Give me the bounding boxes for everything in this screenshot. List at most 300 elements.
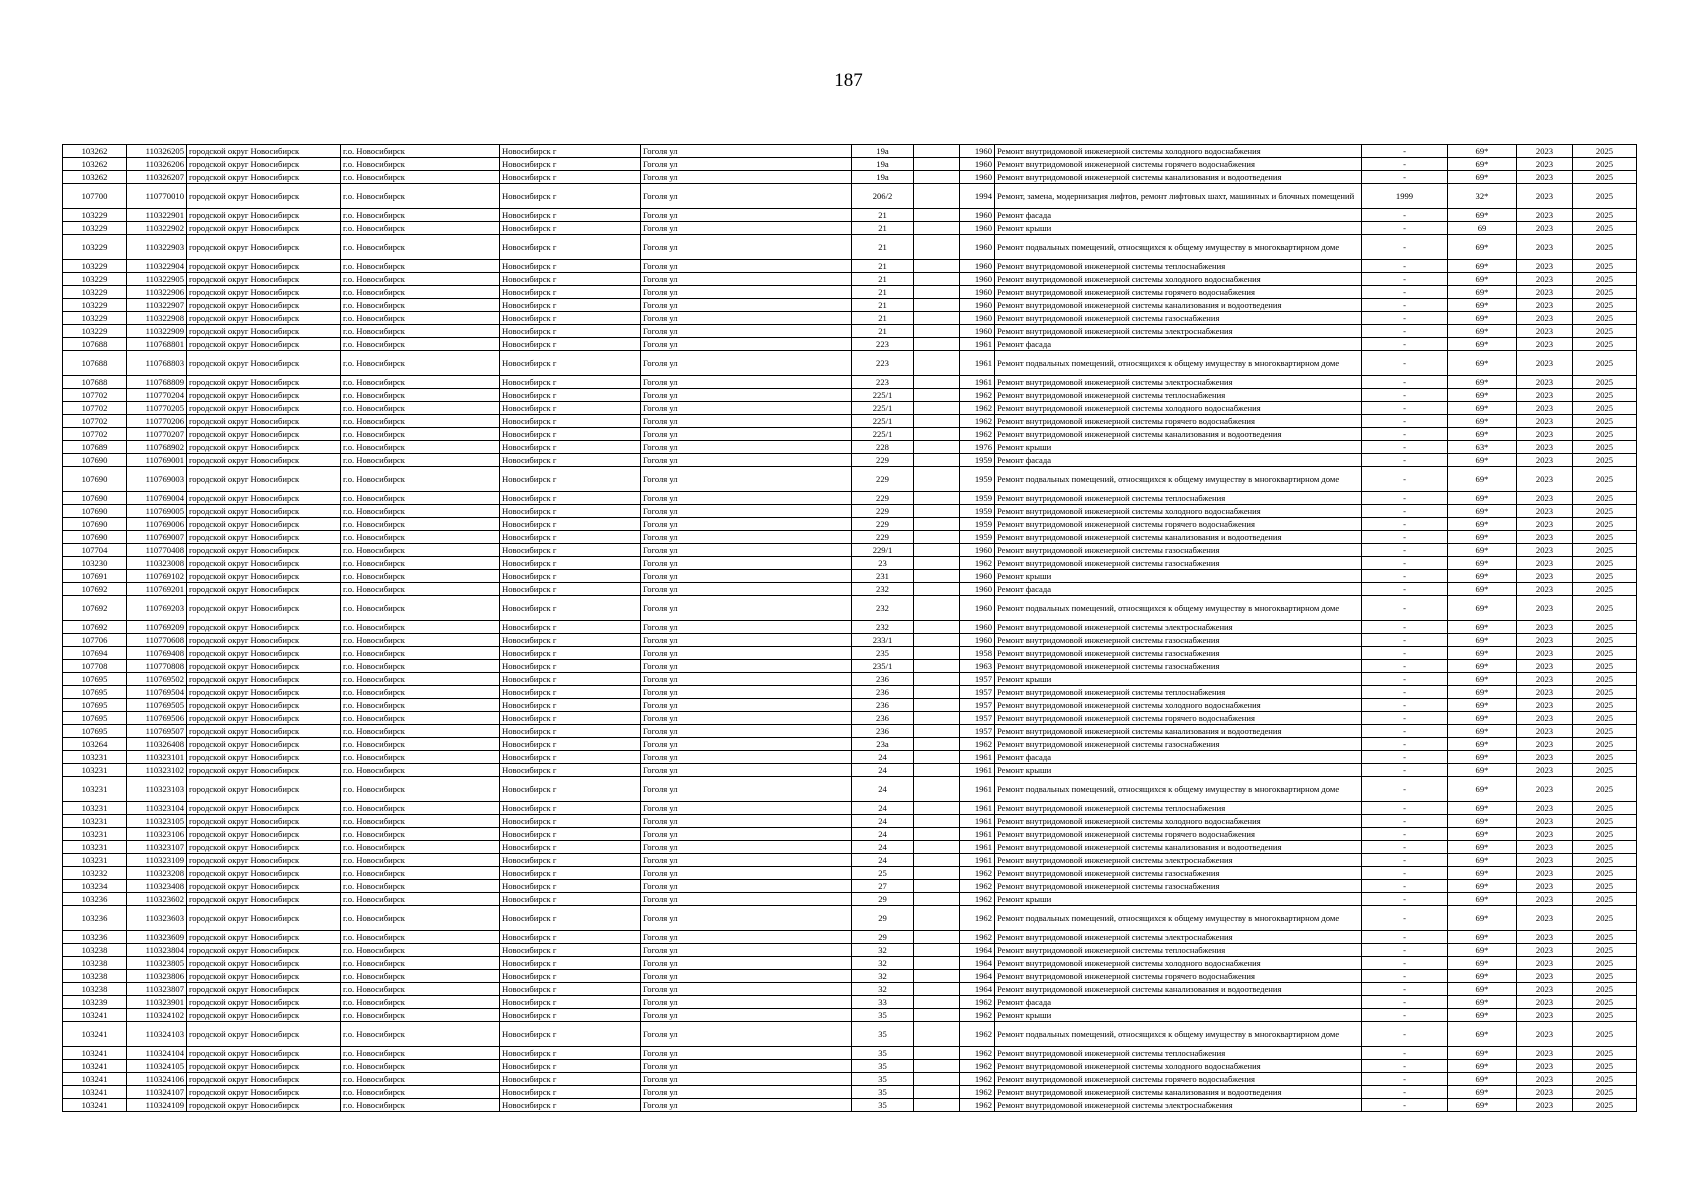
cell-end-year: 2025	[1573, 1047, 1637, 1060]
cell-municipal-district: городской округ Новосибирск	[187, 454, 341, 467]
cell-house-number: 21	[852, 209, 914, 222]
cell-house-number: 232	[852, 583, 914, 596]
cell-municipal-formation: г.о. Новосибирск	[341, 351, 500, 376]
cell-settlement: Новосибирск г	[500, 557, 641, 570]
cell-house-id: 103238	[63, 983, 127, 996]
cell-street: Гоголя ул	[641, 647, 852, 660]
cell-commissioning-year: -	[1362, 583, 1448, 596]
cell-work-type: Ремонт крыши	[995, 1009, 1362, 1022]
cell-wear-percent: 69	[1448, 222, 1517, 235]
cell-house-id: 107704	[63, 544, 127, 557]
cell-municipal-formation: г.о. Новосибирск	[341, 209, 500, 222]
cell-item-id: 110323602	[127, 893, 187, 906]
cell-settlement: Новосибирск г	[500, 505, 641, 518]
cell-build-year: 1959	[960, 454, 995, 467]
cell-street: Гоголя ул	[641, 815, 852, 828]
cell-wear-percent: 69*	[1448, 312, 1517, 325]
cell-street: Гоголя ул	[641, 1086, 852, 1099]
cell-municipal-district: городской округ Новосибирск	[187, 467, 341, 492]
cell-house-number: 32	[852, 957, 914, 970]
table-row	[63, 983, 1637, 996]
cell-house-id: 103241	[63, 1099, 127, 1112]
table-row	[63, 686, 1637, 699]
table-row	[63, 492, 1637, 505]
cell-municipal-district: городской округ Новосибирск	[187, 647, 341, 660]
cell-house-id: 103236	[63, 893, 127, 906]
cell-municipal-formation: г.о. Новосибирск	[341, 531, 500, 544]
cell-item-id: 110322903	[127, 235, 187, 260]
cell-work-type: Ремонт внутридомовой инженерной системы холодного водоснабжения	[995, 1060, 1362, 1073]
cell-item-id: 110326205	[127, 145, 187, 158]
cell-municipal-formation: г.о. Новосибирск	[341, 660, 500, 673]
cell-house-number: 236	[852, 699, 914, 712]
cell-building	[914, 686, 960, 699]
cell-work-type: Ремонт крыши	[995, 673, 1362, 686]
cell-work-type: Ремонт внутридомовой инженерной системы канализования и водоотведения	[995, 983, 1362, 996]
cell-municipal-district: городской округ Новосибирск	[187, 222, 341, 235]
cell-house-number: 229/1	[852, 544, 914, 557]
cell-start-year: 2023	[1517, 880, 1573, 893]
cell-build-year: 1960	[960, 570, 995, 583]
cell-house-number: 35	[852, 1099, 914, 1112]
cell-item-id: 110322904	[127, 260, 187, 273]
cell-start-year: 2023	[1517, 260, 1573, 273]
cell-wear-percent: 69*	[1448, 389, 1517, 402]
cell-item-id: 110323208	[127, 867, 187, 880]
cell-settlement: Новосибирск г	[500, 402, 641, 415]
cell-street: Гоголя ул	[641, 970, 852, 983]
cell-item-id: 110324105	[127, 1060, 187, 1073]
cell-work-type: Ремонт фасада	[995, 583, 1362, 596]
cell-commissioning-year: -	[1362, 1099, 1448, 1112]
cell-house-number: 229	[852, 492, 914, 505]
cell-building	[914, 441, 960, 454]
table-row	[63, 351, 1637, 376]
cell-municipal-formation: г.о. Новосибирск	[341, 1086, 500, 1099]
cell-commissioning-year: -	[1362, 454, 1448, 467]
cell-house-number: 235	[852, 647, 914, 660]
cell-start-year: 2023	[1517, 596, 1573, 621]
cell-wear-percent: 69*	[1448, 596, 1517, 621]
cell-settlement: Новосибирск г	[500, 145, 641, 158]
cell-settlement: Новосибирск г	[500, 299, 641, 312]
cell-building	[914, 777, 960, 802]
cell-end-year: 2025	[1573, 970, 1637, 983]
cell-house-id: 103238	[63, 957, 127, 970]
cell-municipal-district: городской округ Новосибирск	[187, 492, 341, 505]
table-row	[63, 596, 1637, 621]
cell-street: Гоголя ул	[641, 725, 852, 738]
cell-item-id: 110769507	[127, 725, 187, 738]
cell-wear-percent: 69*	[1448, 634, 1517, 647]
cell-build-year: 1994	[960, 184, 995, 209]
cell-building	[914, 634, 960, 647]
cell-street: Гоголя ул	[641, 931, 852, 944]
table-row	[63, 777, 1637, 802]
cell-commissioning-year: -	[1362, 467, 1448, 492]
cell-item-id: 110323104	[127, 802, 187, 815]
cell-house-number: 21	[852, 222, 914, 235]
cell-municipal-formation: г.о. Новосибирск	[341, 931, 500, 944]
cell-building	[914, 312, 960, 325]
cell-item-id: 110323807	[127, 983, 187, 996]
cell-municipal-district: городской округ Новосибирск	[187, 235, 341, 260]
cell-build-year: 1964	[960, 944, 995, 957]
cell-end-year: 2025	[1573, 492, 1637, 505]
repair-schedule-table	[62, 144, 1637, 1112]
cell-build-year: 1960	[960, 286, 995, 299]
cell-house-id: 103239	[63, 996, 127, 1009]
cell-start-year: 2023	[1517, 815, 1573, 828]
cell-building	[914, 570, 960, 583]
cell-municipal-district: городской округ Новосибирск	[187, 1009, 341, 1022]
cell-commissioning-year: -	[1362, 299, 1448, 312]
table-row	[63, 158, 1637, 171]
table-row	[63, 544, 1637, 557]
table-row	[63, 505, 1637, 518]
cell-house-number: 24	[852, 764, 914, 777]
cell-wear-percent: 69*	[1448, 351, 1517, 376]
cell-street: Гоголя ул	[641, 158, 852, 171]
cell-house-number: 24	[852, 841, 914, 854]
cell-start-year: 2023	[1517, 312, 1573, 325]
cell-work-type: Ремонт внутридомовой инженерной системы канализования и водоотведения	[995, 1086, 1362, 1099]
cell-wear-percent: 69*	[1448, 686, 1517, 699]
cell-commissioning-year: -	[1362, 802, 1448, 815]
cell-municipal-district: городской округ Новосибирск	[187, 1047, 341, 1060]
cell-house-id: 103229	[63, 299, 127, 312]
cell-start-year: 2023	[1517, 906, 1573, 931]
cell-house-id: 107695	[63, 712, 127, 725]
cell-settlement: Новосибирск г	[500, 647, 641, 660]
cell-house-id: 107700	[63, 184, 127, 209]
cell-item-id: 110769201	[127, 583, 187, 596]
cell-wear-percent: 69*	[1448, 260, 1517, 273]
cell-settlement: Новосибирск г	[500, 931, 641, 944]
table-row	[63, 1073, 1637, 1086]
cell-house-number: 235/1	[852, 660, 914, 673]
cell-building	[914, 828, 960, 841]
cell-wear-percent: 69*	[1448, 286, 1517, 299]
cell-wear-percent: 69*	[1448, 802, 1517, 815]
cell-start-year: 2023	[1517, 428, 1573, 441]
cell-item-id: 110324102	[127, 1009, 187, 1022]
cell-house-id: 103241	[63, 1086, 127, 1099]
cell-item-id: 110768803	[127, 351, 187, 376]
cell-end-year: 2025	[1573, 738, 1637, 751]
cell-settlement: Новосибирск г	[500, 209, 641, 222]
cell-municipal-district: городской округ Новосибирск	[187, 389, 341, 402]
cell-house-number: 223	[852, 376, 914, 389]
cell-build-year: 1962	[960, 1099, 995, 1112]
table-row	[63, 1047, 1637, 1060]
cell-building	[914, 867, 960, 880]
cell-end-year: 2025	[1573, 209, 1637, 222]
cell-street: Гоголя ул	[641, 428, 852, 441]
cell-commissioning-year: -	[1362, 428, 1448, 441]
cell-item-id: 110769203	[127, 596, 187, 621]
cell-wear-percent: 69*	[1448, 518, 1517, 531]
cell-build-year: 1957	[960, 699, 995, 712]
cell-item-id: 110769504	[127, 686, 187, 699]
cell-street: Гоголя ул	[641, 699, 852, 712]
cell-work-type: Ремонт внутридомовой инженерной системы теплоснабжения	[995, 389, 1362, 402]
cell-building	[914, 286, 960, 299]
cell-work-type: Ремонт подвальных помещений, относящихся к общему имуществу в многоквартирном доме	[995, 235, 1362, 260]
cell-house-id: 103229	[63, 209, 127, 222]
cell-build-year: 1976	[960, 441, 995, 454]
cell-municipal-district: городской округ Новосибирск	[187, 621, 341, 634]
cell-street: Гоголя ул	[641, 441, 852, 454]
cell-end-year: 2025	[1573, 557, 1637, 570]
cell-building	[914, 893, 960, 906]
cell-building	[914, 145, 960, 158]
cell-building	[914, 171, 960, 184]
cell-building	[914, 815, 960, 828]
cell-municipal-formation: г.о. Новосибирск	[341, 158, 500, 171]
cell-work-type: Ремонт внутридомовой инженерной системы канализования и водоотведения	[995, 841, 1362, 854]
cell-street: Гоголя ул	[641, 854, 852, 867]
cell-build-year: 1960	[960, 583, 995, 596]
cell-house-id: 103241	[63, 1073, 127, 1086]
cell-work-type: Ремонт крыши	[995, 764, 1362, 777]
cell-end-year: 2025	[1573, 158, 1637, 171]
cell-work-type: Ремонт внутридомовой инженерной системы теплоснабжения	[995, 802, 1362, 815]
cell-building	[914, 1047, 960, 1060]
table-row	[63, 428, 1637, 441]
cell-build-year: 1961	[960, 777, 995, 802]
cell-commissioning-year: -	[1362, 570, 1448, 583]
cell-end-year: 2025	[1573, 828, 1637, 841]
cell-commissioning-year: -	[1362, 957, 1448, 970]
cell-start-year: 2023	[1517, 209, 1573, 222]
cell-house-id: 107691	[63, 570, 127, 583]
cell-wear-percent: 69*	[1448, 235, 1517, 260]
cell-end-year: 2025	[1573, 505, 1637, 518]
cell-street: Гоголя ул	[641, 557, 852, 570]
cell-municipal-formation: г.о. Новосибирск	[341, 312, 500, 325]
cell-building	[914, 222, 960, 235]
cell-municipal-formation: г.о. Новосибирск	[341, 970, 500, 983]
cell-municipal-formation: г.о. Новосибирск	[341, 518, 500, 531]
cell-house-number: 32	[852, 944, 914, 957]
cell-wear-percent: 69*	[1448, 158, 1517, 171]
cell-end-year: 2025	[1573, 351, 1637, 376]
cell-house-id: 107702	[63, 402, 127, 415]
cell-street: Гоголя ул	[641, 570, 852, 583]
cell-start-year: 2023	[1517, 171, 1573, 184]
cell-start-year: 2023	[1517, 712, 1573, 725]
cell-wear-percent: 32*	[1448, 184, 1517, 209]
table-row	[63, 647, 1637, 660]
cell-building	[914, 428, 960, 441]
cell-street: Гоголя ул	[641, 1009, 852, 1022]
cell-wear-percent: 69*	[1448, 673, 1517, 686]
cell-building	[914, 557, 960, 570]
cell-build-year: 1962	[960, 738, 995, 751]
cell-street: Гоголя ул	[641, 184, 852, 209]
cell-build-year: 1960	[960, 222, 995, 235]
cell-house-id: 103231	[63, 764, 127, 777]
cell-commissioning-year: -	[1362, 312, 1448, 325]
cell-municipal-district: городской округ Новосибирск	[187, 944, 341, 957]
cell-start-year: 2023	[1517, 1009, 1573, 1022]
cell-municipal-formation: г.о. Новосибирск	[341, 428, 500, 441]
cell-house-number: 32	[852, 983, 914, 996]
cell-house-number: 35	[852, 1022, 914, 1047]
cell-house-id: 103262	[63, 171, 127, 184]
cell-street: Гоголя ул	[641, 841, 852, 854]
cell-commissioning-year: -	[1362, 828, 1448, 841]
cell-build-year: 1957	[960, 686, 995, 699]
table-row	[63, 235, 1637, 260]
cell-commissioning-year: -	[1362, 660, 1448, 673]
cell-end-year: 2025	[1573, 389, 1637, 402]
cell-build-year: 1961	[960, 376, 995, 389]
cell-start-year: 2023	[1517, 145, 1573, 158]
cell-settlement: Новосибирск г	[500, 983, 641, 996]
cell-street: Гоголя ул	[641, 273, 852, 286]
cell-commissioning-year: -	[1362, 531, 1448, 544]
cell-house-number: 229	[852, 518, 914, 531]
cell-work-type: Ремонт внутридомовой инженерной системы газоснабжения	[995, 647, 1362, 660]
cell-house-number: 21	[852, 260, 914, 273]
cell-municipal-formation: г.о. Новосибирск	[341, 647, 500, 660]
cell-item-id: 110768902	[127, 441, 187, 454]
cell-end-year: 2025	[1573, 312, 1637, 325]
cell-commissioning-year: -	[1362, 415, 1448, 428]
cell-municipal-district: городской округ Новосибирск	[187, 273, 341, 286]
cell-municipal-formation: г.о. Новосибирск	[341, 235, 500, 260]
cell-wear-percent: 69*	[1448, 428, 1517, 441]
cell-municipal-formation: г.о. Новосибирск	[341, 222, 500, 235]
cell-municipal-formation: г.о. Новосибирск	[341, 621, 500, 634]
cell-build-year: 1962	[960, 1086, 995, 1099]
cell-street: Гоголя ул	[641, 209, 852, 222]
cell-house-number: 21	[852, 325, 914, 338]
cell-street: Гоголя ул	[641, 583, 852, 596]
cell-commissioning-year: -	[1362, 376, 1448, 389]
cell-work-type: Ремонт подвальных помещений, относящихся к общему имуществу в многоквартирном доме	[995, 906, 1362, 931]
table-row	[63, 286, 1637, 299]
cell-settlement: Новосибирск г	[500, 660, 641, 673]
cell-wear-percent: 69*	[1448, 854, 1517, 867]
cell-start-year: 2023	[1517, 1099, 1573, 1112]
cell-wear-percent: 69*	[1448, 1009, 1517, 1022]
cell-house-number: 29	[852, 931, 914, 944]
cell-municipal-district: городской округ Новосибирск	[187, 351, 341, 376]
cell-settlement: Новосибирск г	[500, 235, 641, 260]
cell-municipal-formation: г.о. Новосибирск	[341, 544, 500, 557]
cell-end-year: 2025	[1573, 647, 1637, 660]
cell-settlement: Новосибирск г	[500, 531, 641, 544]
cell-wear-percent: 69*	[1448, 415, 1517, 428]
cell-settlement: Новосибирск г	[500, 260, 641, 273]
cell-end-year: 2025	[1573, 854, 1637, 867]
cell-commissioning-year: -	[1362, 1009, 1448, 1022]
cell-building	[914, 351, 960, 376]
cell-item-id: 110326206	[127, 158, 187, 171]
cell-commissioning-year: -	[1362, 880, 1448, 893]
cell-work-type: Ремонт крыши	[995, 222, 1362, 235]
cell-wear-percent: 69*	[1448, 867, 1517, 880]
cell-build-year: 1962	[960, 428, 995, 441]
cell-house-id: 107690	[63, 454, 127, 467]
cell-municipal-district: городской округ Новосибирск	[187, 415, 341, 428]
cell-commissioning-year: -	[1362, 725, 1448, 738]
cell-building	[914, 996, 960, 1009]
cell-municipal-district: городской округ Новосибирск	[187, 145, 341, 158]
cell-start-year: 2023	[1517, 841, 1573, 854]
cell-work-type: Ремонт внутридомовой инженерной системы холодного водоснабжения	[995, 699, 1362, 712]
cell-settlement: Новосибирск г	[500, 1022, 641, 1047]
cell-municipal-district: городской округ Новосибирск	[187, 802, 341, 815]
table-row	[63, 944, 1637, 957]
cell-municipal-district: городской округ Новосибирск	[187, 673, 341, 686]
cell-house-number: 32	[852, 970, 914, 983]
table-row	[63, 673, 1637, 686]
cell-street: Гоголя ул	[641, 660, 852, 673]
cell-build-year: 1960	[960, 596, 995, 621]
cell-work-type: Ремонт крыши	[995, 441, 1362, 454]
cell-commissioning-year: -	[1362, 686, 1448, 699]
cell-house-id: 103264	[63, 738, 127, 751]
cell-house-id: 103229	[63, 273, 127, 286]
cell-municipal-district: городской округ Новосибирск	[187, 325, 341, 338]
cell-item-id: 110323609	[127, 931, 187, 944]
cell-work-type: Ремонт внутридомовой инженерной системы электроснабжения	[995, 325, 1362, 338]
cell-wear-percent: 69*	[1448, 583, 1517, 596]
cell-build-year: 1962	[960, 1047, 995, 1060]
cell-municipal-district: городской округ Новосибирск	[187, 777, 341, 802]
cell-item-id: 110770808	[127, 660, 187, 673]
cell-house-id: 103231	[63, 815, 127, 828]
cell-municipal-formation: г.о. Новосибирск	[341, 686, 500, 699]
table-row	[63, 312, 1637, 325]
table-row	[63, 467, 1637, 492]
cell-house-id: 107702	[63, 415, 127, 428]
cell-municipal-district: городской округ Новосибирск	[187, 725, 341, 738]
cell-work-type: Ремонт внутридомовой инженерной системы холодного водоснабжения	[995, 815, 1362, 828]
cell-start-year: 2023	[1517, 1022, 1573, 1047]
cell-building	[914, 1022, 960, 1047]
cell-item-id: 110324104	[127, 1047, 187, 1060]
table-row	[63, 634, 1637, 647]
cell-house-number: 228	[852, 441, 914, 454]
cell-item-id: 110324107	[127, 1086, 187, 1099]
cell-municipal-district: городской округ Новосибирск	[187, 751, 341, 764]
cell-item-id: 110322909	[127, 325, 187, 338]
cell-street: Гоголя ул	[641, 777, 852, 802]
cell-work-type: Ремонт внутридомовой инженерной системы газоснабжения	[995, 544, 1362, 557]
cell-settlement: Новосибирск г	[500, 957, 641, 970]
cell-municipal-district: городской округ Новосибирск	[187, 505, 341, 518]
cell-house-number: 24	[852, 777, 914, 802]
cell-item-id: 110769003	[127, 467, 187, 492]
cell-municipal-formation: г.о. Новосибирск	[341, 570, 500, 583]
cell-house-id: 103229	[63, 286, 127, 299]
cell-house-id: 103241	[63, 1022, 127, 1047]
cell-municipal-district: городской округ Новосибирск	[187, 583, 341, 596]
cell-house-id: 103231	[63, 802, 127, 815]
cell-start-year: 2023	[1517, 1073, 1573, 1086]
cell-wear-percent: 69*	[1448, 171, 1517, 184]
table-row	[63, 583, 1637, 596]
table-row	[63, 970, 1637, 983]
cell-commissioning-year: -	[1362, 325, 1448, 338]
cell-building	[914, 415, 960, 428]
cell-municipal-formation: г.о. Новосибирск	[341, 867, 500, 880]
